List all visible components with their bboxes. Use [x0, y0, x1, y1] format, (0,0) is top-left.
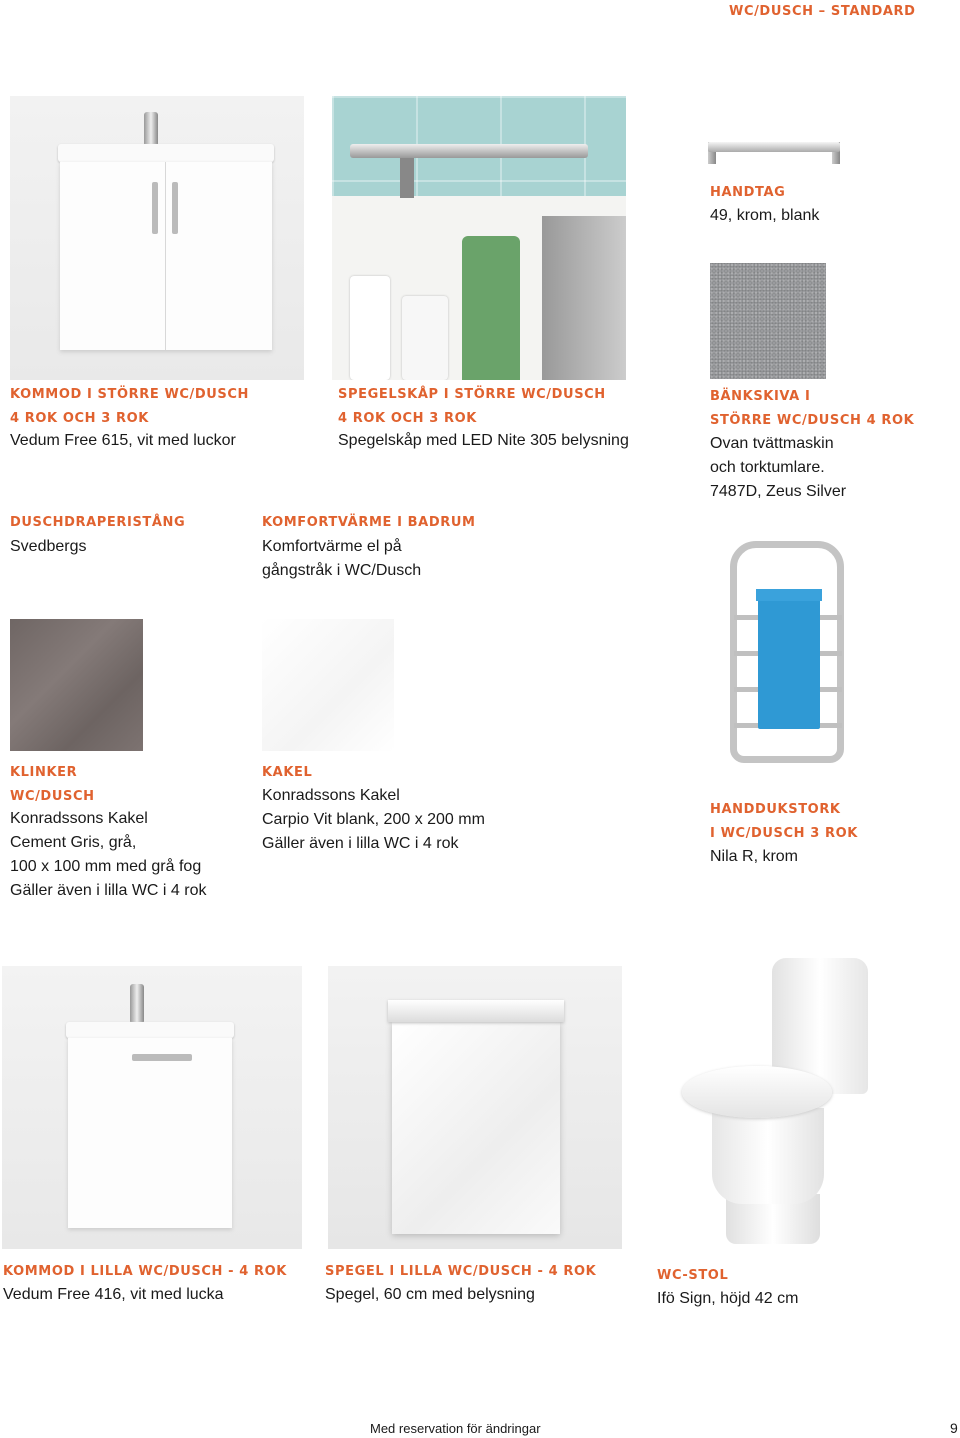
kommod-lilla-image: [2, 966, 302, 1249]
wc-stol-image: [666, 948, 872, 1248]
handdukstork-image: [720, 533, 862, 777]
kommod-storre-heading: KOMMOD I STÖRRE WC/DUSCH: [10, 387, 250, 402]
klinker-text-2: Cement Gris, grå,: [10, 834, 137, 851]
kakel-text-1: Konradssons Kakel: [262, 787, 400, 804]
komfortvarme-text-2: gångstråk i WC/Dusch: [262, 562, 422, 579]
bankskiva-text-1: Ovan tvättmaskin: [710, 435, 834, 452]
bankskiva-text-3: 7487D, Zeus Silver: [710, 483, 847, 500]
kakel-text-2: Carpio Vit blank, 200 x 200 mm: [262, 811, 485, 828]
page-number: 9: [950, 1420, 958, 1436]
wc-stol-text: Ifö Sign, höjd 42 cm: [657, 1290, 799, 1307]
klinker-subheading: WC/DUSCH: [10, 789, 95, 804]
klinker-text-1: Konradssons Kakel: [10, 810, 148, 827]
komfortvarme-heading: KOMFORTVÄRME I BADRUM: [262, 515, 476, 530]
spegel-lilla-image: [328, 966, 622, 1249]
faucet-icon: [130, 984, 144, 1024]
handtag-image: [706, 138, 846, 168]
duschdraperistang-text: Svedbergs: [10, 538, 87, 555]
kakel-text-3: Gäller även i lilla WC i 4 rok: [262, 835, 459, 852]
handtag-heading: HANDTAG: [710, 185, 786, 200]
klinker-heading: KLINKER: [10, 765, 78, 780]
handdukstork-text: Nila R, krom: [710, 848, 799, 865]
spegelskap-heading: SPEGELSKÅP I STÖRRE WC/DUSCH: [338, 387, 606, 402]
handle-icon: [708, 142, 840, 152]
bankskiva-subheading: STÖRRE WC/DUSCH 4 ROK: [710, 413, 915, 428]
kommod-storre-text: Vedum Free 615, vit med luckor: [10, 432, 236, 449]
spegelskap-subheading: 4 ROK OCH 3 ROK: [338, 411, 477, 426]
kommod-lilla-text: Vedum Free 416, vit med lucka: [3, 1286, 224, 1303]
bankskiva-heading: BÄNKSKIVA I: [710, 389, 811, 404]
kommod-storre-subheading: 4 ROK OCH 3 ROK: [10, 411, 149, 426]
section-title: WC/DUSCH – STANDARD: [729, 4, 916, 19]
duschdraperistang-heading: DUSCHDRAPERISTÅNG: [10, 515, 186, 530]
led-lamp-icon: [350, 144, 588, 158]
footer-note: Med reservation för ändringar: [370, 1421, 541, 1436]
handdukstork-subheading: I WC/DUSCH 3 ROK: [710, 826, 858, 841]
toilet-icon: [682, 1066, 832, 1118]
klinker-text-3: 100 x 100 mm med grå fog: [10, 858, 202, 875]
spegel-lilla-heading: SPEGEL I LILLA WC/DUSCH - 4 ROK: [325, 1264, 597, 1279]
handdukstork-heading: HANDDUKSTORK: [710, 802, 841, 817]
kakel-swatch: [262, 619, 394, 751]
mirror-icon: [392, 1022, 560, 1234]
kommod-lilla-heading: KOMMOD I LILLA WC/DUSCH - 4 ROK: [3, 1264, 287, 1279]
bankskiva-text-2: och torktumlare.: [710, 459, 825, 476]
klinker-swatch: [10, 619, 143, 751]
spegelskap-image: [332, 96, 626, 380]
klinker-text-4: Gäller även i lilla WC i 4 rok: [10, 882, 207, 899]
spegel-lilla-text: Spegel, 60 cm med belysning: [325, 1286, 535, 1303]
zeus-silver-swatch: [710, 263, 826, 379]
kakel-heading: KAKEL: [262, 765, 313, 780]
kommod-storre-image: [10, 96, 304, 380]
spegelskap-text: Spegelskåp med LED Nite 305 belysning: [338, 432, 629, 449]
wc-stol-heading: WC-STOL: [657, 1268, 729, 1283]
towel-icon: [758, 591, 820, 729]
komfortvarme-text-1: Komfortvärme el på: [262, 538, 402, 555]
faucet-icon: [144, 112, 158, 148]
handtag-text: 49, krom, blank: [710, 207, 820, 224]
